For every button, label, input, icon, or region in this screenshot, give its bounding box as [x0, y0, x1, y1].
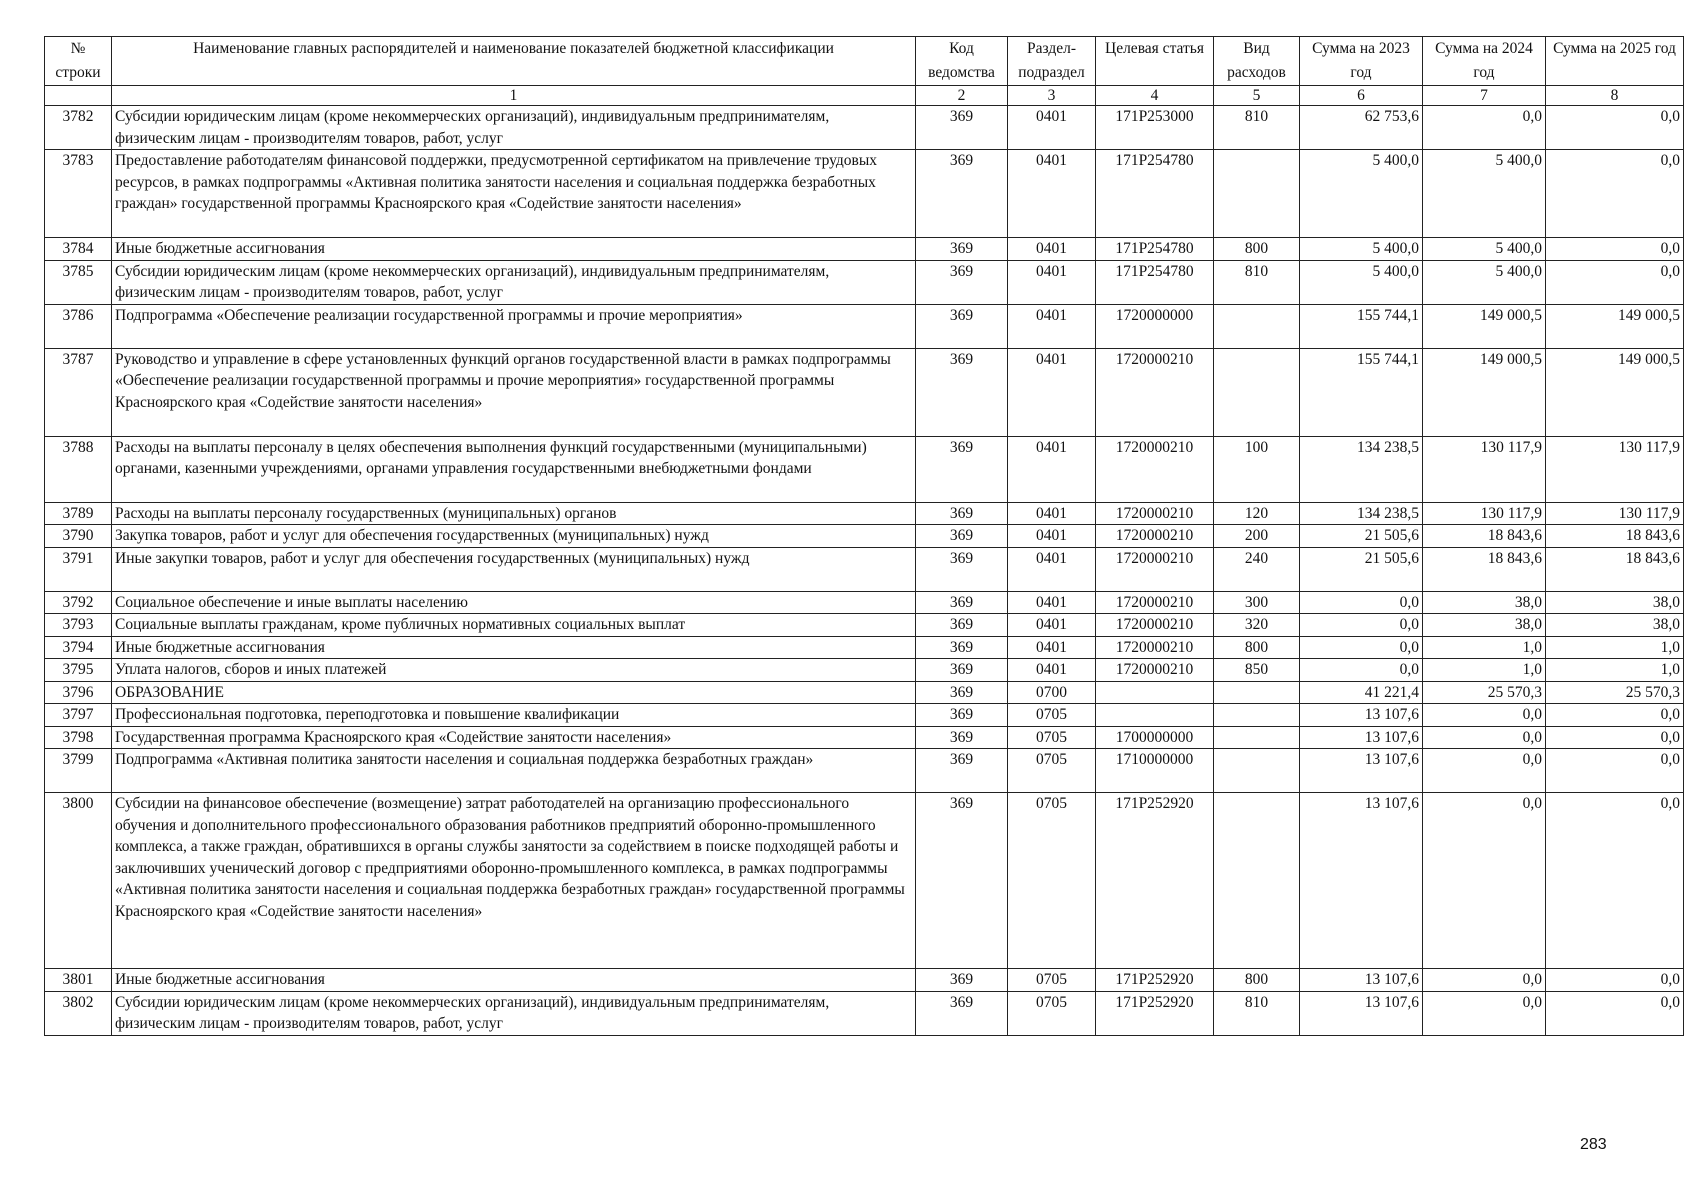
- table-row: [45, 502, 1684, 525]
- sum-2024: 5 400,0: [1423, 238, 1546, 261]
- target-article: 1720000210: [1096, 591, 1214, 614]
- sum-2025: 130 117,9: [1546, 502, 1684, 525]
- header-sum-2025: Сумма на 2025 год: [1546, 37, 1684, 86]
- department-code: 369: [916, 304, 1008, 348]
- department-code: 369: [916, 704, 1008, 727]
- expense-type: 810: [1214, 106, 1300, 150]
- column-number: 6: [1300, 86, 1423, 106]
- row-name: Субсидии юридическим лицам (кроме некоммерческих организаций), индивидуальным предпринимателям, физическим лицам - производителям товаров, работ, услуг: [112, 106, 916, 150]
- sum-2023: 13 107,6: [1300, 749, 1423, 793]
- sum-2024: 0,0: [1423, 793, 1546, 969]
- header-row-number: № строки: [45, 37, 112, 86]
- department-code: 369: [916, 106, 1008, 150]
- row-number: 3789: [45, 502, 112, 525]
- row-number: 3798: [45, 726, 112, 749]
- sum-2024: 1,0: [1423, 636, 1546, 659]
- sum-2025: 0,0: [1546, 749, 1684, 793]
- row-name: Иные бюджетные ассигнования: [112, 238, 916, 261]
- expense-type: 800: [1214, 636, 1300, 659]
- target-article: 1720000210: [1096, 547, 1214, 591]
- row-number: 3791: [45, 547, 112, 591]
- table-row: [45, 106, 1684, 150]
- expense-type: 240: [1214, 547, 1300, 591]
- row-name: Предоставление работодателям финансовой поддержки, предусмотренной сертификатом на привлечение трудовых ресурсов, в рамках подпрограммы «Активная политика занятости населения и социальная поддержка безработных граждан» государственной программы Красноярского края «Содействие занятости населения»: [112, 150, 916, 238]
- sum-2024: 149 000,5: [1423, 348, 1546, 436]
- department-code: 369: [916, 726, 1008, 749]
- sum-2024: 18 843,6: [1423, 525, 1546, 548]
- section-code: 0401: [1008, 260, 1096, 304]
- sum-2025: 0,0: [1546, 260, 1684, 304]
- expense-type: [1214, 150, 1300, 238]
- sum-2025: 38,0: [1546, 591, 1684, 614]
- row-number: 3793: [45, 614, 112, 637]
- section-code: 0401: [1008, 525, 1096, 548]
- expense-type: [1214, 793, 1300, 969]
- table-row: [45, 304, 1684, 348]
- target-article: 1720000210: [1096, 436, 1214, 502]
- row-name: Подпрограмма «Обеспечение реализации государственной программы и прочие мероприятия»: [112, 304, 916, 348]
- target-article: [1096, 681, 1214, 704]
- section-code: 0401: [1008, 238, 1096, 261]
- row-number: 3794: [45, 636, 112, 659]
- target-article: 1700000000: [1096, 726, 1214, 749]
- section-code: 0401: [1008, 614, 1096, 637]
- expense-type: [1214, 348, 1300, 436]
- expense-type: [1214, 681, 1300, 704]
- section-code: 0705: [1008, 749, 1096, 793]
- department-code: 369: [916, 636, 1008, 659]
- column-number: 4: [1096, 86, 1214, 106]
- table-row: [45, 591, 1684, 614]
- row-name: Субсидии юридическим лицам (кроме некоммерческих организаций), индивидуальным предпринимателям, физическим лицам - производителям товаров, работ, услуг: [112, 260, 916, 304]
- table-row: [45, 749, 1684, 793]
- department-code: 369: [916, 659, 1008, 682]
- row-number: 3785: [45, 260, 112, 304]
- sum-2023: 62 753,6: [1300, 106, 1423, 150]
- sum-2025: 38,0: [1546, 614, 1684, 637]
- section-code: 0401: [1008, 591, 1096, 614]
- expense-type: [1214, 726, 1300, 749]
- header-department-code: Код ведомства: [916, 37, 1008, 86]
- sum-2023: 134 238,5: [1300, 502, 1423, 525]
- sum-2025: 0,0: [1546, 991, 1684, 1035]
- expense-type: [1214, 304, 1300, 348]
- sum-2023: 5 400,0: [1300, 238, 1423, 261]
- target-article: 1720000000: [1096, 304, 1214, 348]
- department-code: 369: [916, 502, 1008, 525]
- sum-2025: 0,0: [1546, 238, 1684, 261]
- header-section: Раздел-подраздел: [1008, 37, 1096, 86]
- sum-2024: 0,0: [1423, 106, 1546, 150]
- sum-2024: 0,0: [1423, 704, 1546, 727]
- column-number: 7: [1423, 86, 1546, 106]
- sum-2023: 13 107,6: [1300, 793, 1423, 969]
- row-name: Субсидии на финансовое обеспечение (возмещение) затрат работодателей на организацию профессионального обучения и дополнительного профессионального образования работников предприятий оборонно-промышленного комплекса, а также граждан, обратившихся в органы службы занятости за содействием в поиске подходящей работы и заключивших ученический договор с предприятиями оборонно-промышленного комплекса, в рамках подпрограммы «Активная политика занятости населения и социальная поддержка безработных граждан» государственной программы Красноярского края «Содействие занятости населения»: [112, 793, 916, 969]
- table-row: [45, 238, 1684, 261]
- table-row: [45, 636, 1684, 659]
- target-article: 1720000210: [1096, 636, 1214, 659]
- expense-type: 320: [1214, 614, 1300, 637]
- table-row: [45, 704, 1684, 727]
- row-number: 3795: [45, 659, 112, 682]
- sum-2024: 0,0: [1423, 749, 1546, 793]
- department-code: 369: [916, 547, 1008, 591]
- expense-type: 810: [1214, 991, 1300, 1035]
- row-name: Субсидии юридическим лицам (кроме некоммерческих организаций), индивидуальным предпринимателям, физическим лицам - производителям товаров, работ, услуг: [112, 991, 916, 1035]
- row-number: 3787: [45, 348, 112, 436]
- row-number: 3797: [45, 704, 112, 727]
- sum-2025: 18 843,6: [1546, 547, 1684, 591]
- row-name: Иные бюджетные ассигнования: [112, 969, 916, 992]
- row-name: Социальные выплаты гражданам, кроме публичных нормативных социальных выплат: [112, 614, 916, 637]
- department-code: 369: [916, 991, 1008, 1035]
- sum-2025: 0,0: [1546, 106, 1684, 150]
- column-number: [45, 86, 112, 106]
- sum-2024: 0,0: [1423, 991, 1546, 1035]
- section-code: 0700: [1008, 681, 1096, 704]
- sum-2024: 18 843,6: [1423, 547, 1546, 591]
- target-article: 171P252920: [1096, 991, 1214, 1035]
- expense-type: 120: [1214, 502, 1300, 525]
- row-name: ОБРАЗОВАНИЕ: [112, 681, 916, 704]
- department-code: 369: [916, 436, 1008, 502]
- row-number: 3796: [45, 681, 112, 704]
- section-code: 0401: [1008, 659, 1096, 682]
- column-number: 2: [916, 86, 1008, 106]
- sum-2023: 13 107,6: [1300, 704, 1423, 727]
- section-code: 0401: [1008, 304, 1096, 348]
- sum-2023: 155 744,1: [1300, 304, 1423, 348]
- department-code: 369: [916, 614, 1008, 637]
- header-sum-2023: Сумма на 2023 год: [1300, 37, 1423, 86]
- sum-2023: 13 107,6: [1300, 726, 1423, 749]
- sum-2025: 0,0: [1546, 969, 1684, 992]
- sum-2023: 134 238,5: [1300, 436, 1423, 502]
- table-row: [45, 614, 1684, 637]
- expense-type: 810: [1214, 260, 1300, 304]
- sum-2024: 130 117,9: [1423, 436, 1546, 502]
- row-name: Уплата налогов, сборов и иных платежей: [112, 659, 916, 682]
- sum-2023: 5 400,0: [1300, 150, 1423, 238]
- sum-2023: 0,0: [1300, 614, 1423, 637]
- row-number: 3786: [45, 304, 112, 348]
- expense-type: [1214, 749, 1300, 793]
- row-number: 3792: [45, 591, 112, 614]
- row-name: Подпрограмма «Активная политика занятости населения и социальная поддержка безработных граждан»: [112, 749, 916, 793]
- department-code: 369: [916, 793, 1008, 969]
- expense-type: 100: [1214, 436, 1300, 502]
- sum-2023: 41 221,4: [1300, 681, 1423, 704]
- section-code: 0401: [1008, 436, 1096, 502]
- table-row: [45, 348, 1684, 436]
- sum-2025: 0,0: [1546, 704, 1684, 727]
- table-row: [45, 991, 1684, 1035]
- column-number: 3: [1008, 86, 1096, 106]
- sum-2023: 21 505,6: [1300, 547, 1423, 591]
- sum-2025: 0,0: [1546, 793, 1684, 969]
- row-name: Государственная программа Красноярского края «Содействие занятости населения»: [112, 726, 916, 749]
- sum-2023: 21 505,6: [1300, 525, 1423, 548]
- sum-2025: 130 117,9: [1546, 436, 1684, 502]
- sum-2024: 130 117,9: [1423, 502, 1546, 525]
- section-code: 0401: [1008, 502, 1096, 525]
- row-number: 3784: [45, 238, 112, 261]
- target-article: 1710000000: [1096, 749, 1214, 793]
- section-code: 0705: [1008, 991, 1096, 1035]
- header-target-article: Целевая статья: [1096, 37, 1214, 86]
- sum-2025: 0,0: [1546, 150, 1684, 238]
- sum-2025: 149 000,5: [1546, 348, 1684, 436]
- department-code: 369: [916, 150, 1008, 238]
- sum-2025: 149 000,5: [1546, 304, 1684, 348]
- target-article: 1720000210: [1096, 525, 1214, 548]
- section-code: 0401: [1008, 348, 1096, 436]
- table-row: [45, 260, 1684, 304]
- target-article: 171P254780: [1096, 260, 1214, 304]
- table-row: [45, 793, 1684, 969]
- target-article: 171P253000: [1096, 106, 1214, 150]
- table-row: [45, 969, 1684, 992]
- department-code: 369: [916, 348, 1008, 436]
- table-header-row: [45, 37, 1684, 86]
- budget-table: [44, 36, 1684, 1036]
- header-name: Наименование главных распорядителей и наименование показателей бюджетной классификации: [112, 37, 916, 86]
- row-name: Руководство и управление в сфере установленных функций органов государственной власти в рамках подпрограммы «Обеспечение реализации государственной программы и прочие мероприятия» государственной программы Красноярского края «Содействие занятости населения»: [112, 348, 916, 436]
- section-code: 0705: [1008, 704, 1096, 727]
- row-number: 3801: [45, 969, 112, 992]
- row-number: 3783: [45, 150, 112, 238]
- expense-type: 800: [1214, 969, 1300, 992]
- sum-2023: 13 107,6: [1300, 969, 1423, 992]
- sum-2024: 1,0: [1423, 659, 1546, 682]
- sum-2023: 5 400,0: [1300, 260, 1423, 304]
- expense-type: 850: [1214, 659, 1300, 682]
- row-number: 3800: [45, 793, 112, 969]
- sum-2025: 18 843,6: [1546, 525, 1684, 548]
- table-row: [45, 681, 1684, 704]
- department-code: 369: [916, 260, 1008, 304]
- target-article: [1096, 704, 1214, 727]
- sum-2024: 38,0: [1423, 591, 1546, 614]
- table-row: [45, 726, 1684, 749]
- expense-type: 800: [1214, 238, 1300, 261]
- sum-2024: 25 570,3: [1423, 681, 1546, 704]
- sum-2023: 155 744,1: [1300, 348, 1423, 436]
- table-row: [45, 547, 1684, 591]
- target-article: 1720000210: [1096, 502, 1214, 525]
- row-name: Закупка товаров, работ и услуг для обеспечения государственных (муниципальных) нужд: [112, 525, 916, 548]
- row-name: Профессиональная подготовка, переподготовка и повышение квалификации: [112, 704, 916, 727]
- department-code: 369: [916, 525, 1008, 548]
- row-name: Расходы на выплаты персоналу в целях обеспечения выполнения функций государственными (муниципальными) органами, казенными учреждениями, органами управления государственными внебюджетными фондами: [112, 436, 916, 502]
- sum-2023: 0,0: [1300, 591, 1423, 614]
- column-number: 8: [1546, 86, 1684, 106]
- row-number: 3782: [45, 106, 112, 150]
- section-code: 0401: [1008, 106, 1096, 150]
- sum-2023: 0,0: [1300, 636, 1423, 659]
- row-name: Расходы на выплаты персоналу государственных (муниципальных) органов: [112, 502, 916, 525]
- row-number: 3788: [45, 436, 112, 502]
- section-code: 0705: [1008, 793, 1096, 969]
- table-row: [45, 150, 1684, 238]
- expense-type: [1214, 704, 1300, 727]
- section-code: 0705: [1008, 969, 1096, 992]
- header-expense-type: Вид расходов: [1214, 37, 1300, 86]
- sum-2025: 1,0: [1546, 636, 1684, 659]
- department-code: 369: [916, 238, 1008, 261]
- table-row: [45, 436, 1684, 502]
- table-row: [45, 525, 1684, 548]
- target-article: 171P254780: [1096, 238, 1214, 261]
- row-number: 3790: [45, 525, 112, 548]
- target-article: 171P252920: [1096, 793, 1214, 969]
- column-number: 5: [1214, 86, 1300, 106]
- section-code: 0401: [1008, 547, 1096, 591]
- department-code: 369: [916, 969, 1008, 992]
- sum-2024: 5 400,0: [1423, 150, 1546, 238]
- expense-type: 200: [1214, 525, 1300, 548]
- department-code: 369: [916, 749, 1008, 793]
- sum-2023: 13 107,6: [1300, 991, 1423, 1035]
- sum-2024: 5 400,0: [1423, 260, 1546, 304]
- page-number: 283: [1580, 1136, 1607, 1153]
- target-article: 1720000210: [1096, 614, 1214, 637]
- sum-2024: 0,0: [1423, 726, 1546, 749]
- department-code: 369: [916, 591, 1008, 614]
- sum-2024: 0,0: [1423, 969, 1546, 992]
- sum-2025: 0,0: [1546, 726, 1684, 749]
- target-article: 1720000210: [1096, 659, 1214, 682]
- table-body: [45, 106, 1684, 1036]
- row-number: 3802: [45, 991, 112, 1035]
- sum-2024: 38,0: [1423, 614, 1546, 637]
- row-name: Социальное обеспечение и иные выплаты населению: [112, 591, 916, 614]
- expense-type: 300: [1214, 591, 1300, 614]
- column-number: 1: [112, 86, 916, 106]
- sum-2024: 149 000,5: [1423, 304, 1546, 348]
- target-article: 171P254780: [1096, 150, 1214, 238]
- sum-2023: 0,0: [1300, 659, 1423, 682]
- column-numbers-row: [45, 86, 1684, 106]
- target-article: 171P252920: [1096, 969, 1214, 992]
- section-code: 0401: [1008, 636, 1096, 659]
- department-code: 369: [916, 681, 1008, 704]
- section-code: 0705: [1008, 726, 1096, 749]
- row-number: 3799: [45, 749, 112, 793]
- sum-2025: 25 570,3: [1546, 681, 1684, 704]
- sum-2025: 1,0: [1546, 659, 1684, 682]
- section-code: 0401: [1008, 150, 1096, 238]
- target-article: 1720000210: [1096, 348, 1214, 436]
- row-name: Иные закупки товаров, работ и услуг для обеспечения государственных (муниципальных) нужд: [112, 547, 916, 591]
- table-row: [45, 659, 1684, 682]
- row-name: Иные бюджетные ассигнования: [112, 636, 916, 659]
- header-sum-2024: Сумма на 2024 год: [1423, 37, 1546, 86]
